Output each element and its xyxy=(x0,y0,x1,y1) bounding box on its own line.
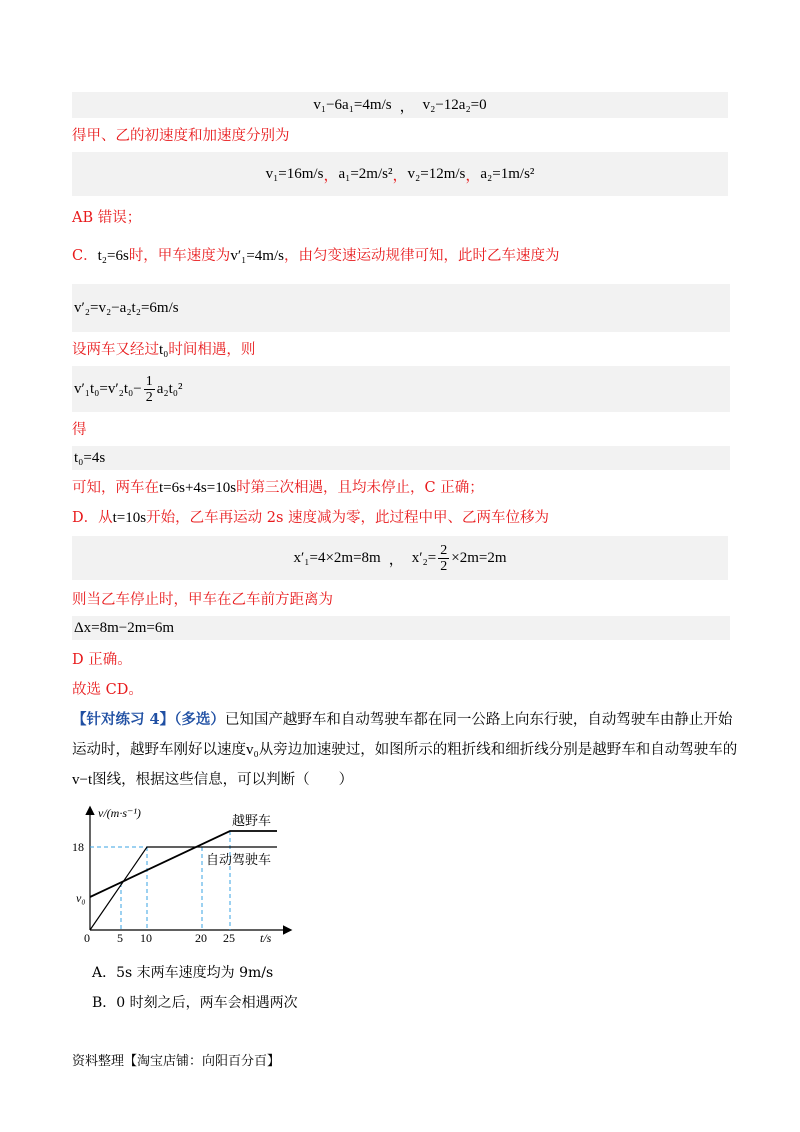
y-tick-v0: v₀ xyxy=(76,891,86,905)
option-a: A．5s 末两车速度均为 9m/s xyxy=(92,965,274,981)
text-line-4: 设两车又经过t₀时间相遇，则 xyxy=(72,342,256,358)
formula-2a: v₁=16m/s xyxy=(265,165,324,182)
formula-box-2: v₁=16m/s ， a₁=2m/s² ， v₂=12m/s ， a₂=1m/s² xyxy=(72,152,728,196)
fraction-half: $\frac{1}{2}$ xyxy=(145,373,153,405)
offroad-label: 越野车 xyxy=(232,813,272,828)
text-line-5: 得 xyxy=(72,422,87,438)
text-line-6: 可知，两车在t=6s+4s=10s时第三次相遇，且均未停止，C 正确； xyxy=(72,480,484,496)
formula-6b: x′₂= xyxy=(411,549,437,566)
option-b: B．0 时刻之后，两车会相遇两次 xyxy=(92,995,298,1011)
text-line-7: D．从t=10s开始，乙车再运动 2s 速度减为零，此过程中甲、乙两车位移为 xyxy=(72,510,549,526)
origin-label: 0 xyxy=(84,931,90,945)
formula-box-7 xyxy=(72,616,730,640)
formula-4b: a₂t₀² xyxy=(156,380,183,397)
formula-separator: ， xyxy=(399,98,415,115)
formula-box-3 xyxy=(72,284,730,332)
formula-3: v′₂=v₂−a₂t₂=6m/s xyxy=(74,299,179,316)
formula-5: t₀=4s xyxy=(74,449,106,466)
formula-1a: v₁−6a₁=4m/s xyxy=(313,96,392,113)
fraction-two-halves: $\frac{2}{2}$ xyxy=(440,542,448,574)
formula-1b: v₂−12a₂=0 xyxy=(422,96,487,113)
x-tick-20: 20 xyxy=(195,931,207,945)
formula-6c: ×2m=2m xyxy=(451,549,507,566)
formula-box-6: x′₁=4×2m=8m ， x′₂= $\frac{2}{2}$ ×2m=2m xyxy=(72,536,728,580)
x-tick-25: 25 xyxy=(223,931,235,945)
text-line-1: 得甲、乙的初速度和加速度分别为 xyxy=(72,128,290,144)
formula-box-4 xyxy=(72,366,730,412)
question-line-3: v−t图线，根据这些信息，可以判断（ ） xyxy=(72,772,354,788)
x-tick-5: 5 xyxy=(117,931,123,945)
formula-box-1 xyxy=(72,92,728,118)
question-line-1: 【针对练习 4】（多选）已知国产越野车和自动驾驶车都在同一公路上向东行驶，自动驾驶车由静止开始 xyxy=(72,711,733,728)
x-tick-10: 10 xyxy=(140,931,152,945)
text-line-3: C．t₂=6s时，甲车速度为v′₁=4m/s，由匀变速运动规律可知，此时乙车速度为 xyxy=(72,248,560,264)
text-line-9: D 正确。 xyxy=(72,652,132,668)
formula-2b: a₁=2m/s² xyxy=(338,165,393,182)
y-tick-18: 18 xyxy=(72,840,84,854)
text-line-8: 则当乙车停止时，甲车在乙车前方距离为 xyxy=(72,592,333,608)
formula-2d: a₂=1m/s² xyxy=(480,165,535,182)
text-line-10: 故选 CD。 xyxy=(72,682,143,698)
formula-7: Δx=8m−2m=6m xyxy=(74,619,175,636)
formula-box-5 xyxy=(72,446,730,470)
text-line-2: AB 错误； xyxy=(72,210,142,226)
footer-source: 资料整理【淘宝店铺：向阳百分百】 xyxy=(72,1054,281,1069)
question-multi: （多选） xyxy=(174,711,225,728)
question-line-2: 运动时，越野车刚好以速度v₀从旁边加速驶过，如图所示的粗折线和细折线分别是越野车和自动驾驶车的 xyxy=(72,742,738,758)
y-axis-label: v/(m·s⁻¹) xyxy=(98,806,141,820)
formula-4a: v′₁t₀=v′₂t₀− xyxy=(74,380,142,397)
vt-graph xyxy=(72,800,302,950)
question-tag: 【针对练习 4】 xyxy=(72,711,175,728)
x-axis-label: t/s xyxy=(260,931,272,945)
formula-2c: v₂=12m/s xyxy=(407,165,466,182)
formula-6a: x′₁=4×2m=8m xyxy=(293,549,381,566)
autonomous-label: 自动驾驶车 xyxy=(206,852,272,867)
